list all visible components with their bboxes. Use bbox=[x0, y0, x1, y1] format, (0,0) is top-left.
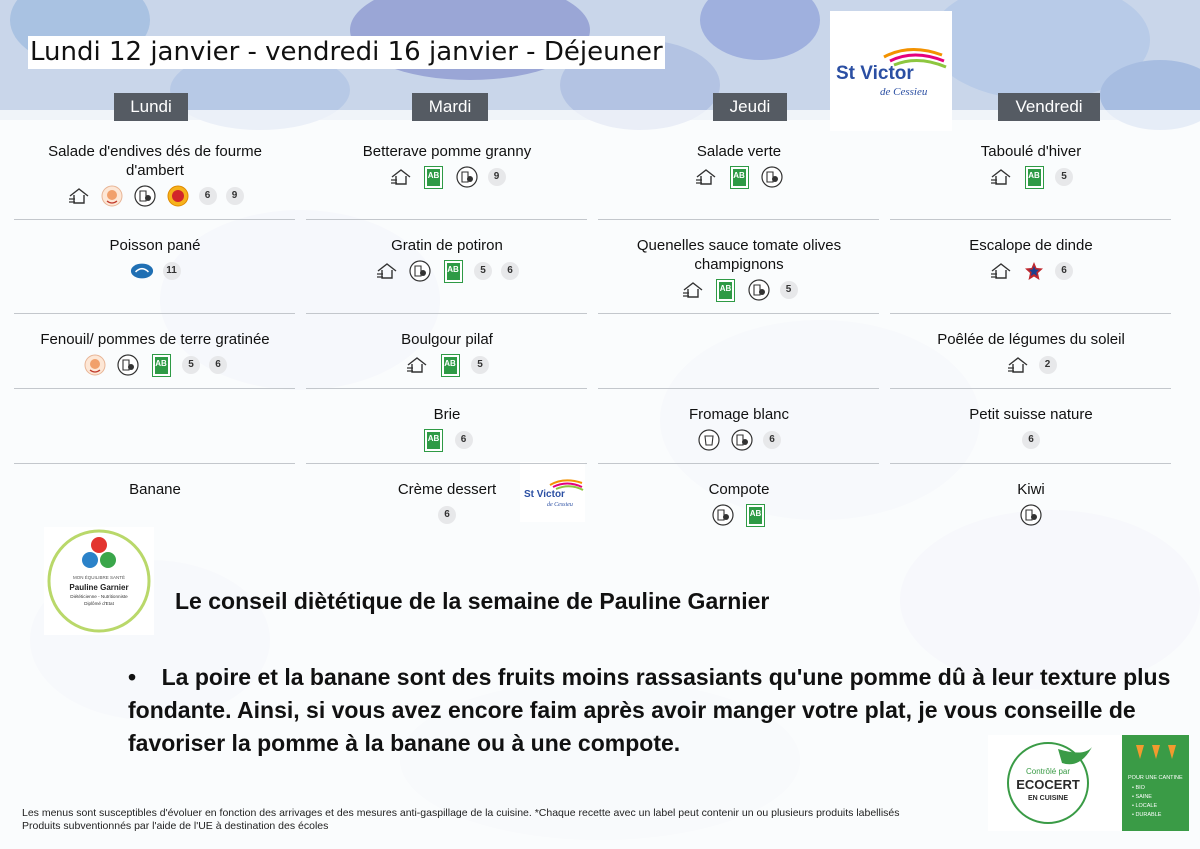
label-icons-vendredi-4 bbox=[1022, 428, 1040, 452]
local-icon bbox=[408, 259, 432, 283]
local-icon bbox=[133, 184, 157, 208]
allergen-badge: 5 bbox=[471, 356, 489, 374]
dish-mardi-2: Gratin de potiron bbox=[391, 237, 503, 254]
row-divider bbox=[890, 313, 1171, 314]
ab-icon: AB bbox=[422, 165, 446, 189]
day-header-jeudi: Jeudi bbox=[713, 93, 787, 121]
row-divider bbox=[598, 463, 879, 464]
dish-lundi-5: Banane bbox=[129, 481, 181, 498]
ab-icon: AB bbox=[727, 165, 751, 189]
house-icon bbox=[681, 278, 705, 302]
dish-vendredi-2: Escalope de dinde bbox=[969, 237, 1093, 254]
house-icon bbox=[989, 165, 1013, 189]
ecocert-line3: EN CUISINE bbox=[1027, 795, 1069, 802]
school-logo-small-place: de Cessieu bbox=[546, 502, 573, 508]
label-icons-mardi-2 bbox=[375, 259, 519, 283]
school-logo-small-name: St Victor bbox=[523, 489, 565, 500]
label-icons-jeudi-2 bbox=[681, 278, 798, 302]
dietitian-name: Pauline Garnier bbox=[69, 583, 129, 592]
local-icon bbox=[1019, 503, 1043, 527]
row-divider bbox=[598, 313, 879, 314]
ab-icon: AB bbox=[744, 503, 768, 527]
dish-jeudi-2: Quenelles sauce tomate olives champignons bbox=[636, 237, 842, 273]
allergen-badge: 5 bbox=[182, 356, 200, 374]
ecocert-side-saine: • SAINE bbox=[1132, 794, 1152, 800]
allergen-badge: 6 bbox=[501, 262, 519, 280]
day-header-mardi: Mardi bbox=[412, 93, 488, 121]
ab-icon: AB bbox=[441, 259, 465, 283]
aop-icon bbox=[166, 184, 190, 208]
ab-icon: AB bbox=[422, 428, 446, 452]
house-icon bbox=[1006, 353, 1030, 377]
advice-title: Le conseil diètétique de la semaine de Pauline Garnier bbox=[175, 588, 770, 614]
dish-mardi-4: Brie bbox=[433, 406, 461, 423]
dietitian-org: MON ÉQUILIBRE SANTÉ bbox=[72, 575, 126, 580]
label-icons-lundi-2 bbox=[130, 259, 181, 283]
school-logo-place: de Cessieu bbox=[880, 86, 928, 98]
advice-text: La poire et la banane sont des fruits moins rassasiants qu'une pomme dû à leur texture plus fondante. Ainsi, si vous avez encore faim après avoir manger votre plat, je vous conseille de favoriser la pomme à la banane ou à une compote. bbox=[128, 664, 1171, 756]
footer-disclaimer: Les menus sont susceptibles d'évoluer en fonction des arrivages et des mesures anti-gaspillage de la cuisine. *Chaque recette avec un label peut contenir un ou plusieurs produits labellisés bbox=[22, 807, 900, 819]
label-icons-mardi-1 bbox=[389, 165, 506, 189]
house-icon bbox=[389, 165, 413, 189]
dish-lundi-3: Fenouil/ pommes de terre gratinée bbox=[40, 331, 270, 348]
row-divider bbox=[306, 219, 587, 220]
dish-vendredi-3: Poêlée de légumes du soleil bbox=[937, 331, 1125, 348]
row-divider bbox=[14, 313, 295, 314]
dish-vendredi-5: Kiwi bbox=[1017, 481, 1045, 498]
house-icon bbox=[989, 259, 1013, 283]
dish-lundi-2: Poisson pané bbox=[109, 237, 201, 254]
label-icons-vendredi-2 bbox=[989, 259, 1073, 283]
allergen-badge: 2 bbox=[1039, 356, 1057, 374]
ecocert-side-durable: • DURABLE bbox=[1132, 812, 1162, 818]
row-divider bbox=[890, 463, 1171, 464]
house-icon bbox=[67, 184, 91, 208]
local-icon bbox=[455, 165, 479, 189]
dish-vendredi-1: Taboulé d'hiver bbox=[980, 143, 1082, 160]
ecocert-line2: ECOCERT bbox=[1016, 777, 1080, 792]
ecocert-side-title: POUR UNE CANTINE bbox=[1128, 775, 1183, 781]
dish-mardi-1: Betterave pomme granny bbox=[362, 143, 532, 160]
ecocert-seal bbox=[988, 735, 1122, 831]
dish-vendredi-4: Petit suisse nature bbox=[969, 406, 1093, 423]
allergen-badge: 9 bbox=[226, 187, 244, 205]
allergen-badge: 9 bbox=[488, 168, 506, 186]
row-divider bbox=[306, 463, 587, 464]
allergen-badge: 6 bbox=[763, 431, 781, 449]
allergen-badge: 6 bbox=[455, 431, 473, 449]
school-logo bbox=[830, 11, 952, 131]
label-icons-vendredi-1 bbox=[989, 165, 1073, 189]
ecocert-badge bbox=[988, 735, 1189, 831]
ab-icon: AB bbox=[438, 353, 462, 377]
dish-jeudi-5: Compote bbox=[708, 481, 770, 498]
label-icons-vendredi-5 bbox=[1019, 503, 1043, 527]
local-icon bbox=[730, 428, 754, 452]
ecocert-line1: Contrôlé par bbox=[1025, 767, 1071, 776]
dish-jeudi-1: Salade verte bbox=[696, 143, 782, 160]
row-divider bbox=[306, 388, 587, 389]
dietitian-logo bbox=[44, 527, 154, 635]
row-divider bbox=[598, 388, 879, 389]
local-icon bbox=[116, 353, 140, 377]
local-icon bbox=[711, 503, 735, 527]
footer-subsidy: Produits subventionnés par l'aide de l'UE à destination des écoles bbox=[22, 820, 329, 832]
dietitian-logo-graphic bbox=[46, 528, 152, 634]
row-divider bbox=[14, 388, 295, 389]
ecocert-side-bio: • BIO bbox=[1132, 785, 1145, 791]
page-title: Lundi 12 janvier - vendredi 16 janvier - Déjeuner bbox=[30, 37, 663, 67]
local-icon bbox=[760, 165, 784, 189]
allergen-badge: 6 bbox=[199, 187, 217, 205]
school-logo-graphic bbox=[832, 41, 950, 101]
allergen-badge: 5 bbox=[474, 262, 492, 280]
allergen-badge: 6 bbox=[209, 356, 227, 374]
ecocert-side-panel bbox=[1122, 735, 1189, 831]
row-divider bbox=[598, 219, 879, 220]
allergen-badge: 5 bbox=[780, 281, 798, 299]
label-rouge-icon bbox=[1022, 259, 1046, 283]
allergen-badge: 6 bbox=[1022, 431, 1040, 449]
advice-bullet: • bbox=[128, 664, 137, 690]
dish-lundi-1: Salade d'endives dés de fourme d'ambert bbox=[48, 143, 262, 179]
farm-icon bbox=[83, 353, 107, 377]
ab-icon: AB bbox=[1022, 165, 1046, 189]
allergen-badge: 6 bbox=[1055, 262, 1073, 280]
dish-mardi-3: Boulgour pilaf bbox=[401, 331, 493, 348]
row-divider bbox=[14, 219, 295, 220]
local-icon bbox=[747, 278, 771, 302]
dish-jeudi-4: Fromage blanc bbox=[688, 406, 790, 423]
label-icons-jeudi-4 bbox=[697, 428, 781, 452]
label-icons-mardi-5 bbox=[438, 503, 456, 527]
label-icons-lundi-1 bbox=[67, 184, 244, 208]
school-logo-name: St Victor bbox=[836, 63, 914, 84]
house-icon bbox=[405, 353, 429, 377]
allergen-badge: 6 bbox=[438, 506, 456, 524]
label-icons-jeudi-1 bbox=[694, 165, 784, 189]
dish-mardi-5: Crème dessert bbox=[397, 481, 497, 498]
ecocert-side-locale: • LOCALE bbox=[1132, 803, 1158, 809]
dietitian-diploma: Diplômé d'Etat bbox=[84, 601, 114, 606]
label-icons-vendredi-3 bbox=[1006, 353, 1057, 377]
day-header-vendredi: Vendredi bbox=[998, 93, 1100, 121]
row-divider bbox=[890, 219, 1171, 220]
advice-spacer bbox=[136, 664, 162, 690]
house-icon bbox=[375, 259, 399, 283]
allergen-badge: 11 bbox=[163, 262, 181, 280]
msc-icon bbox=[130, 259, 154, 283]
day-header-lundi: Lundi bbox=[114, 93, 188, 121]
label-icons-mardi-4 bbox=[422, 428, 473, 452]
row-divider bbox=[306, 313, 587, 314]
farm-icon bbox=[100, 184, 124, 208]
dairy-icon bbox=[697, 428, 721, 452]
ab-icon: AB bbox=[149, 353, 173, 377]
house-icon bbox=[694, 165, 718, 189]
row-divider bbox=[890, 388, 1171, 389]
ab-icon: AB bbox=[714, 278, 738, 302]
row-divider bbox=[14, 463, 295, 464]
dietitian-role: Diététicienne - Nutritionniste bbox=[70, 594, 128, 599]
label-icons-jeudi-5 bbox=[711, 503, 768, 527]
allergen-badge: 5 bbox=[1055, 168, 1073, 186]
label-icons-lundi-3 bbox=[83, 353, 227, 377]
label-icons-mardi-3 bbox=[405, 353, 489, 377]
